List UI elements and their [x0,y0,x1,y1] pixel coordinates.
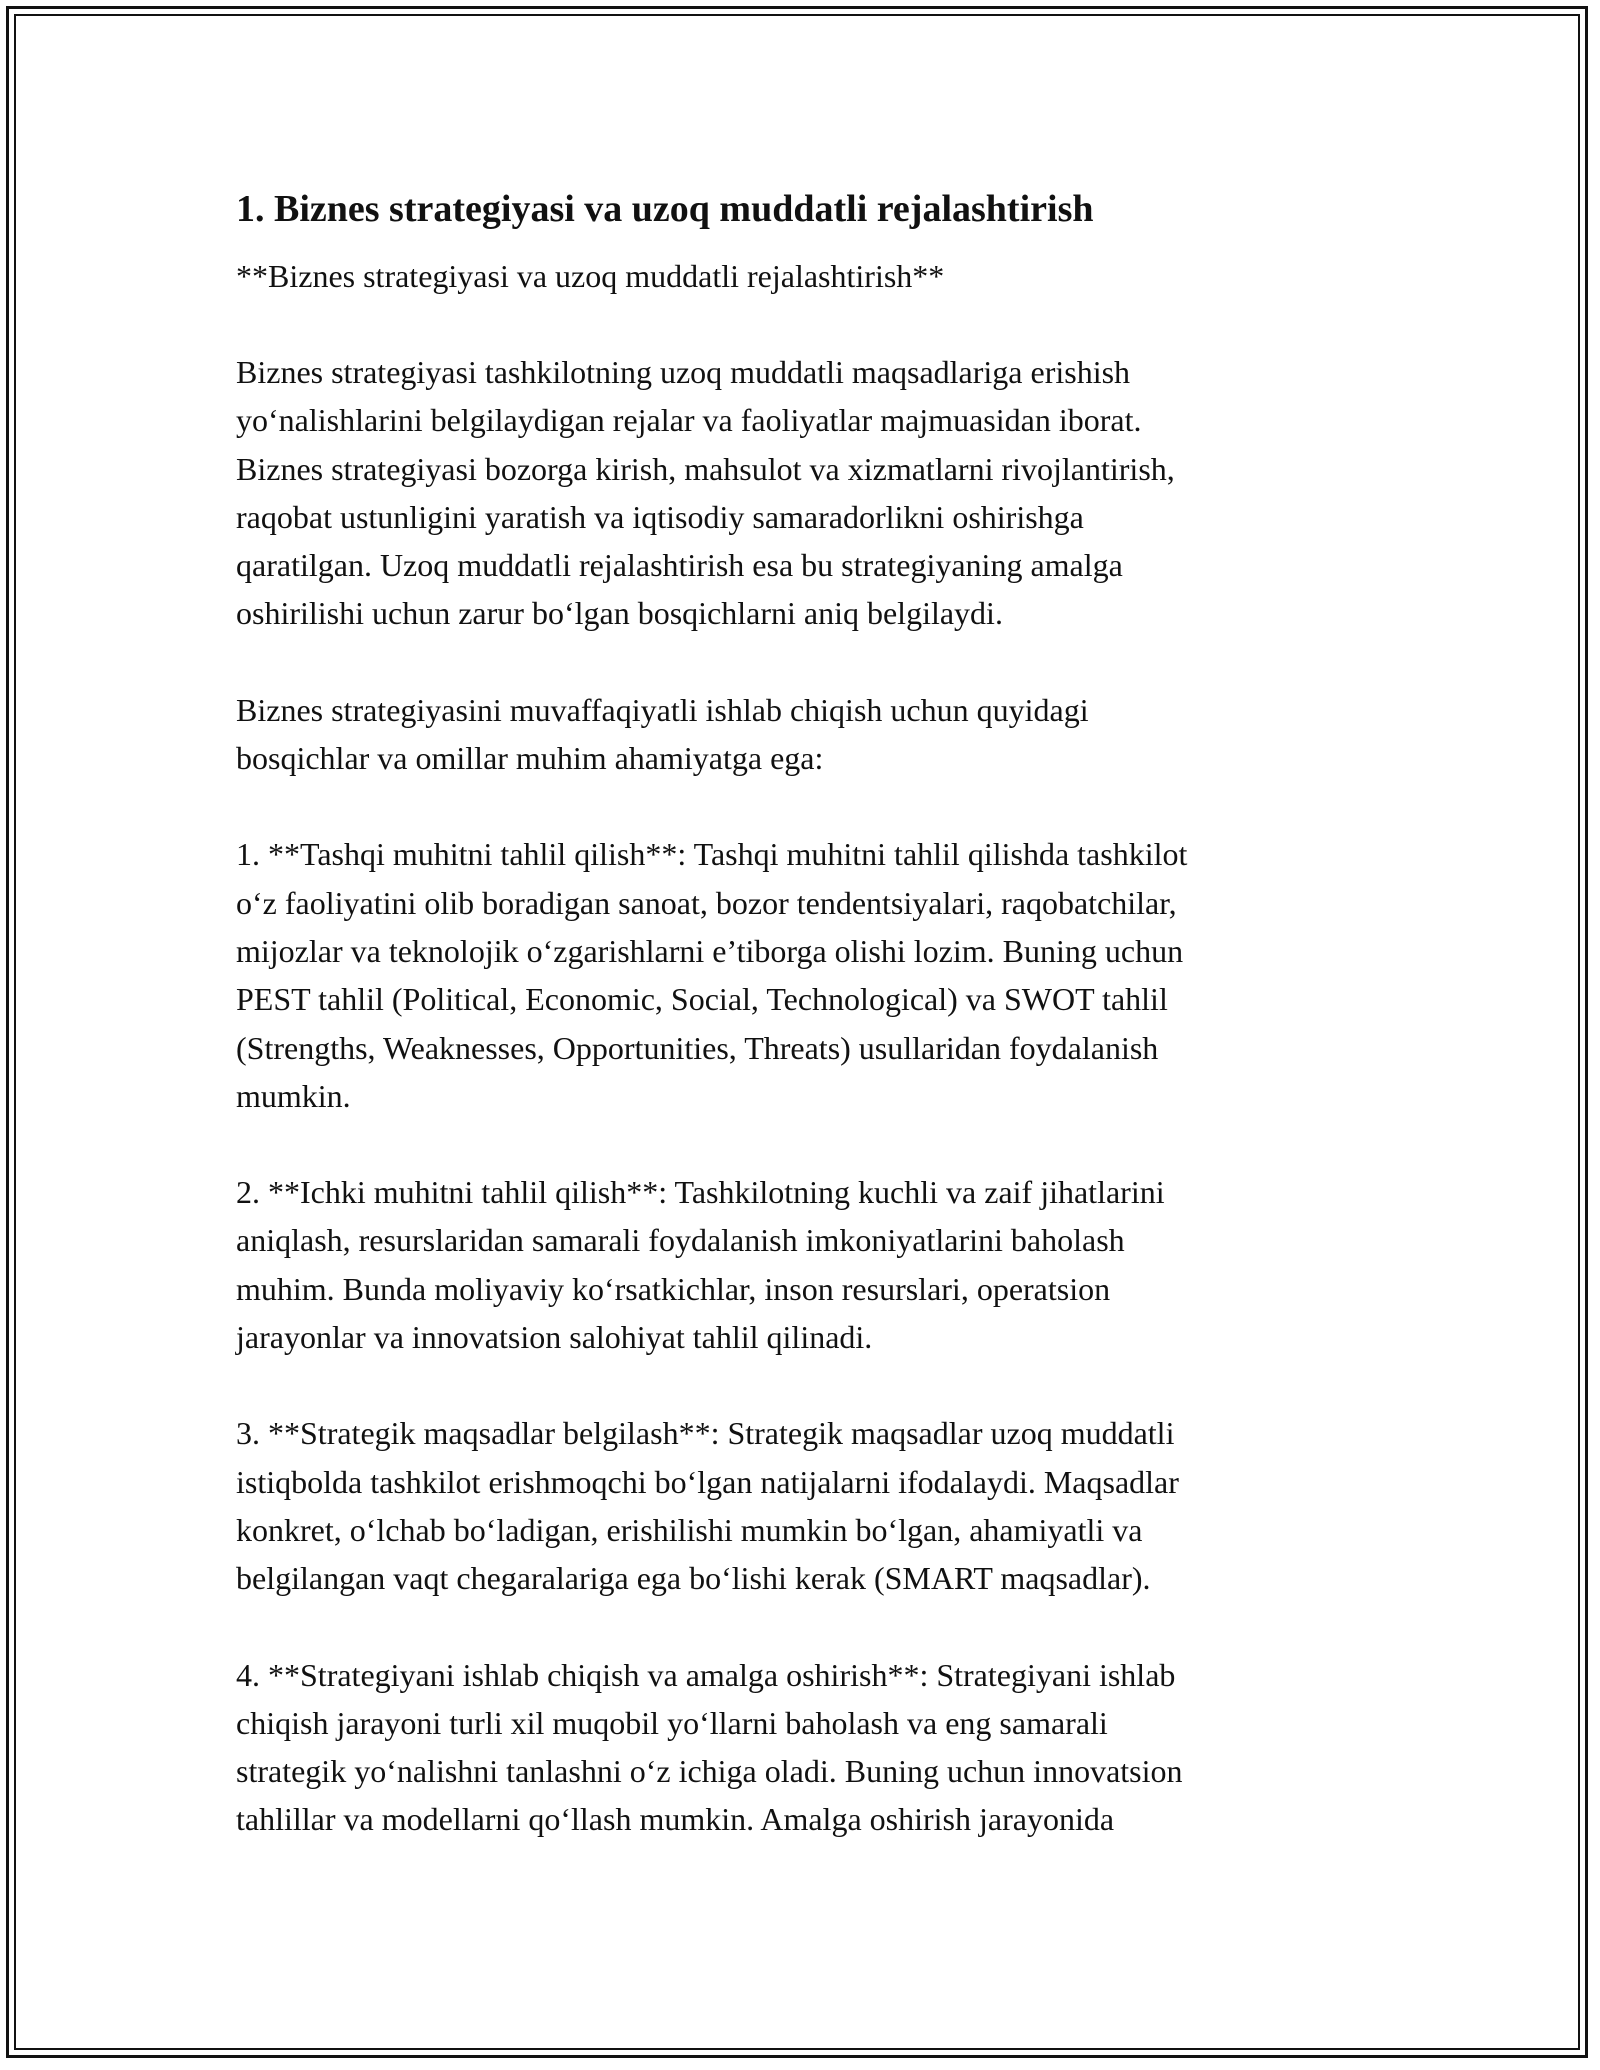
paragraph-line: oshirilishi uchun zarur bo‘lgan bosqichlarni aniq belgilaydi. [236,595,1003,632]
document-body [236,186,1370,1892]
paragraph-line: o‘z faoliyatini olib boradigan sanoat, bozor tendentsiyalari, raqobatchilar, [236,884,1177,921]
paragraph-line: belgilangan vaqt chegaralariga ega bo‘lishi kerak (SMART maqsadlar). [236,1560,1151,1597]
paragraph-line: konkret, o‘lchab bo‘ladigan, erishilishi mumkin bo‘lgan, ahamiyatli va [236,1511,1143,1548]
paragraph-line: 2. **Ichki muhitni tahlil qilish**: Tashkilotning kuchli va zaif jihatlarini [236,1174,1165,1211]
paragraph-line: aniqlash, resurslaridan samarali foydalanish imkoniyatlarini baholash [236,1222,1125,1259]
paragraph-line: chiqish jarayoni turli xil muqobil yo‘llarni baholash va eng samarali [236,1704,1108,1741]
document-heading: 1. Biznes strategiyasi va uzoq muddatli rejalashtirish [236,188,1094,230]
paragraph-line: (Strengths, Weaknesses, Opportunities, Threats) usullaridan foydalanish [236,1029,1159,1066]
paragraph-line: 1. **Tashqi muhitni tahlil qilish**: Tashqi muhitni tahlil qilishda tashkilot [236,836,1188,873]
paragraph-intro [236,348,1370,638]
paragraph-line: Biznes strategiyasini muvaffaqiyatli ishlab chiqish uchun quyidagi [236,691,1089,728]
paragraph-line: 4. **Strategiyani ishlab chiqish va amalga oshirish**: Strategiyani ishlab [236,1656,1176,1693]
paragraph-line: istiqbolda tashkilot erishmoqchi bo‘lgan natijalarni ifodalaydi. Maqsadlar [236,1463,1179,1500]
list-item-internal-analysis [236,1168,1370,1361]
paragraph-line: qaratilgan. Uzoq muddatli rejalashtirish esa bu strategiyaning amalga [236,547,1123,584]
paragraph-line: yo‘nalishlarini belgilaydigan rejalar va faoliyatlar majmuasidan iborat. [236,402,1142,439]
list-item-strategy-development [236,1651,1370,1844]
list-item-external-analysis [236,830,1370,1120]
paragraph-line: Biznes strategiyasi bozorga kirish, mahsulot va xizmatlarni rivojlantirish, [236,450,1175,487]
paragraph-line: jarayonlar va innovatsion salohiyat tahlil qilinadi. [236,1319,873,1356]
paragraph-line: muhim. Bunda moliyaviy ko‘rsatkichlar, inson resurslari, operatsion [236,1270,1111,1307]
paragraph-line: tahlillar va modellarni qo‘llash mumkin. Amalga oshirish jarayonida [236,1801,1115,1838]
paragraph-line: Biznes strategiyasi tashkilotning uzoq muddatli maqsadlariga erishish [236,354,1131,390]
paragraph-line: mijozlar va teknolojik o‘zgarishlarni e’tiborga olishi lozim. Buning uchun [236,932,1184,969]
paragraph-stages-intro [236,686,1370,783]
paragraph-line: raqobat ustunligini yaratish va iqtisodiy samaradorlikni oshirishga [236,498,1084,535]
paragraph-line: bosqichlar va omillar muhim ahamiyatga ega: [236,740,824,777]
paragraph-line: strategik yo‘nalishni tanlashni o‘z ichiga oladi. Buning uchun innovatsion [236,1753,1183,1790]
paragraph-line: PEST tahlil (Political, Economic, Social, Technological) va SWOT tahlil [236,981,1168,1018]
paragraph-line: mumkin. [236,1077,351,1114]
paragraph-line: 3. **Strategik maqsadlar belgilash**: Strategik maqsadlar uzoq muddatli [236,1415,1175,1452]
document-subtitle: **Biznes strategiyasi va uzoq muddatli rejalashtirish** [236,258,945,294]
list-item-strategic-goals [236,1409,1370,1602]
